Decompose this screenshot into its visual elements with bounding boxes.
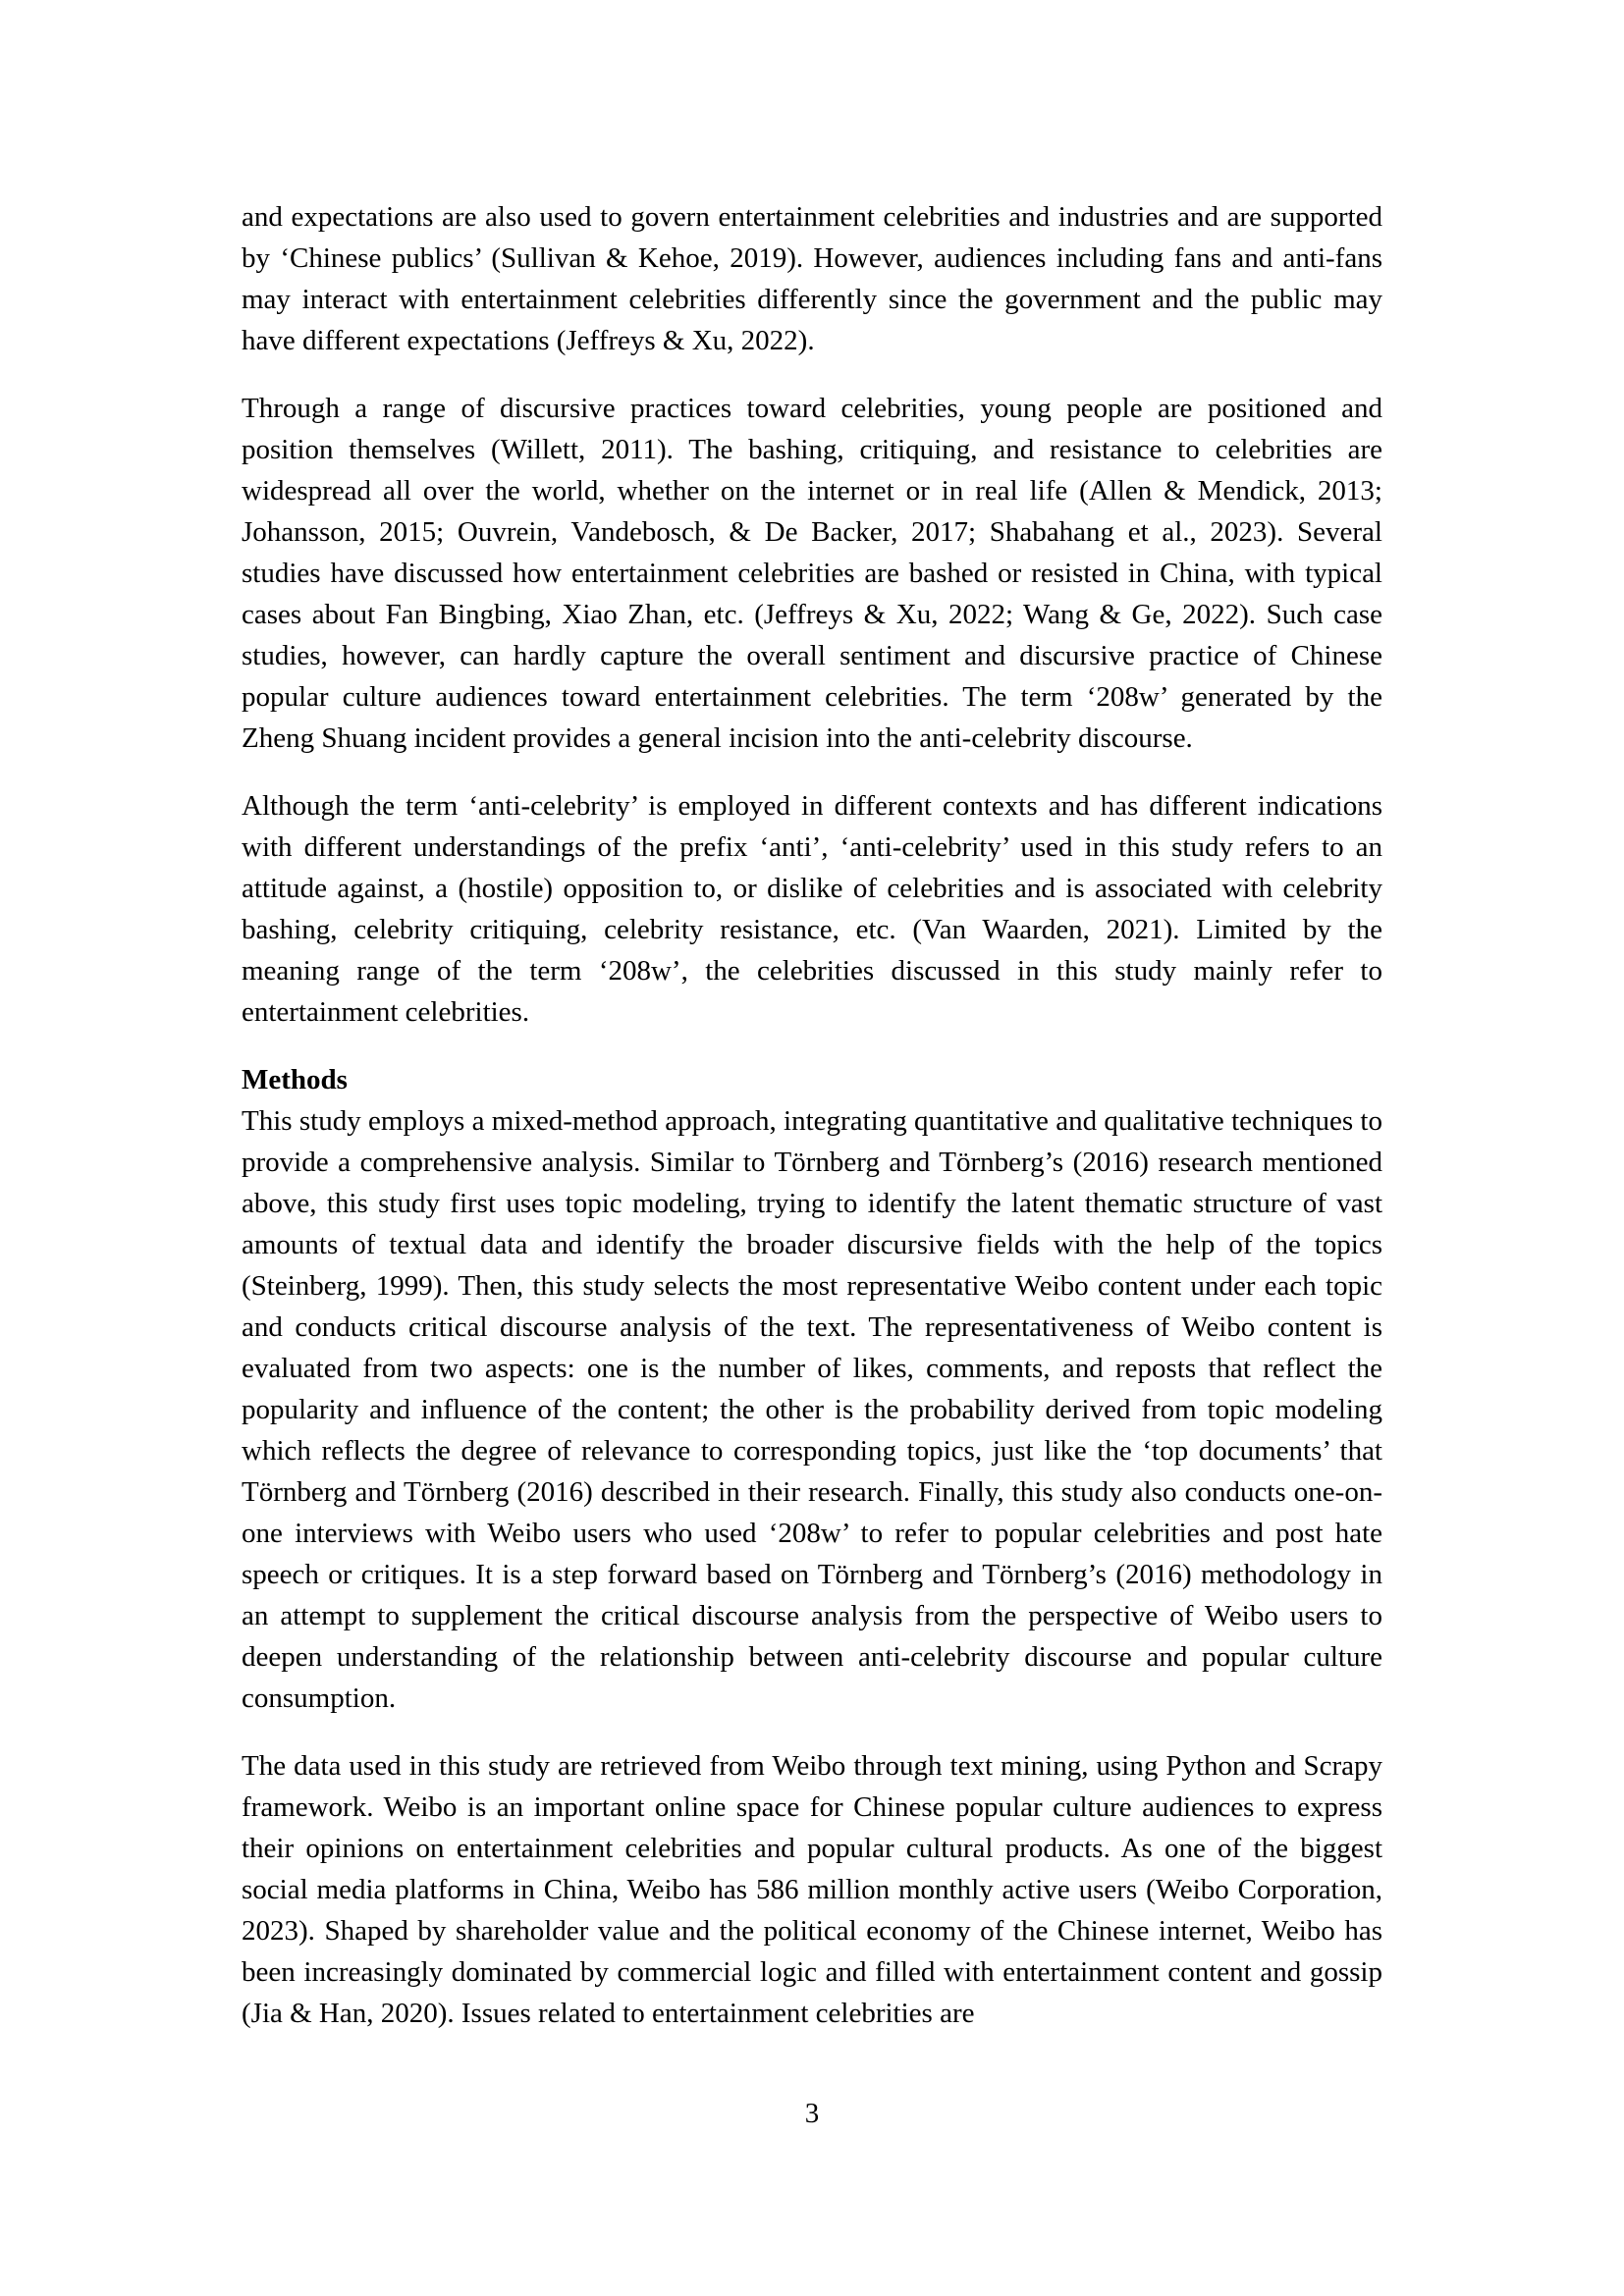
paragraph: The data used in this study are retrieved from Weibo through text mining, using Python and Scrapy framework. Weibo is an important online space for Chinese popular culture audiences to express their opinions on entertainment celebrities and popular cultural products. As one of the biggest social media platforms in China, Weibo has 586 million monthly active users (Weibo Corporation, 2023). Shaped by shareholder value and the political economy of the Chinese internet, Weibo has been increasingly dominated by commercial logic and filled with entertainment content and gossip (Jia & Han, 2020). Issues related to entertainment celebrities are (242, 1750, 1382, 2029)
section-heading-methods: Methods (242, 1064, 348, 1095)
page-number: 3 (804, 2098, 820, 2129)
paragraph: This study employs a mixed-method approach, integrating quantitative and qualitative techniques to provide a comprehensive analysis. Similar to Törnberg and Törnberg’s (2016) research mentioned above, this study first uses topic modeling, trying to identify the latent thematic structure of vast amounts of textual data and identify the broader discursive fields with the help of the topics (Steinberg, 1999). Then, this study selects the most representative Weibo content under each topic and conducts critical discourse analysis of the text. The representativeness of Weibo content is evaluated from two aspects: one is the number of likes, comments, and reposts that reflect the popularity and influence of the content; the other is the probability derived from topic modeling which reflects the degree of relevance to corresponding topics, just like the ‘top documents’ that Törnberg and Törnberg (2016) described in their research. Finally, this study also conducts one-on-one interviews with Weibo users who used ‘208w’ to refer to popular celebrities and post hate speech or critiques. It is a step forward based on Törnberg and Törnberg’s (2016) methodology in an attempt to supplement the critical discourse analysis from the perspective of Weibo users to deepen understanding of the relationship between anti-celebrity discourse and popular culture consumption. (242, 1105, 1382, 1714)
page-footer (0, 2097, 1624, 2130)
paragraph: Through a range of discursive practices toward celebrities, young people are positioned and position themselves (Willett, 2011). The bashing, critiquing, and resistance to celebrities are widespread all over the world, whether on the internet or in real life (Allen & Mendick, 2013; Johansson, 2015; Ouvrein, Vandebosch, & De Backer, 2017; Shabahang et al., 2023). Several studies have discussed how entertainment celebrities are bashed or resisted in China, with typical cases about Fan Bingbing, Xiao Zhan, etc. (Jeffreys & Xu, 2022; Wang & Ge, 2022). Such case studies, however, can hardly capture the overall sentiment and discursive practice of Chinese popular culture audiences toward entertainment celebrities. The term ‘208w’ generated by the Zheng Shuang incident provides a general incision into the anti-celebrity discourse. (242, 393, 1382, 754)
text-block (242, 196, 1382, 2034)
paragraph: Although the term ‘anti-celebrity’ is employed in different contexts and has different indications with different understandings of the prefix ‘anti’, ‘anti-celebrity’ used in this study refers to an attitude against, a (hostile) opposition to, or dislike of celebrities and is associated with celebrity bashing, celebrity critiquing, celebrity resistance, etc. (Van Waarden, 2021). Limited by the meaning range of the term ‘208w’, the celebrities discussed in this study mainly refer to entertainment celebrities. (242, 790, 1382, 1028)
paragraph-continuation: and expectations are also used to govern entertainment celebrities and industries and are supported by ‘Chinese publics’ (Sullivan & Kehoe, 2019). However, audiences including fans and anti-fans may interact with entertainment celebrities differently since the government and the public may have different expectations (Jeffreys & Xu, 2022). (242, 201, 1382, 356)
